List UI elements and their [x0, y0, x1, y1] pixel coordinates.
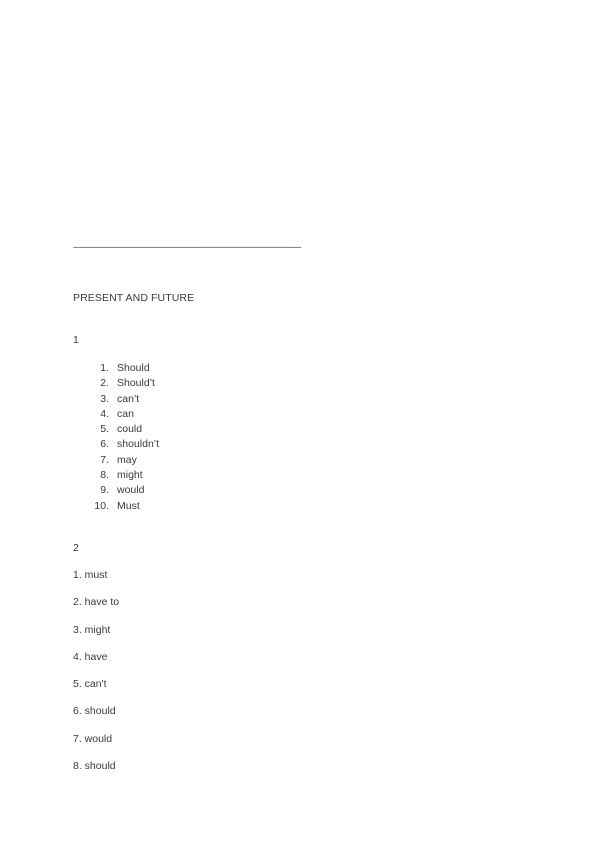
list-item-text: might — [117, 469, 143, 482]
list-item: 3. might — [73, 623, 111, 636]
list-item: 8. should — [73, 760, 116, 773]
list-item-text: would — [117, 484, 145, 497]
list-item-text: Should — [117, 362, 150, 374]
list-item: 2. have to — [73, 596, 120, 609]
section-2-list — [73, 569, 119, 787]
list-item — [84, 361, 159, 376]
list-item-number: 2. — [100, 377, 109, 390]
list-item-number: 4. — [100, 407, 109, 420]
list-item-text: may — [117, 453, 137, 466]
list-item — [84, 468, 159, 483]
list-item — [84, 376, 159, 391]
list-item: 1. must — [73, 569, 108, 581]
list-item: 4. have — [73, 650, 108, 663]
list-item — [84, 422, 159, 437]
list-item-number: 1. — [100, 362, 109, 374]
list-item-text: can — [117, 407, 134, 420]
list-item-text: Should’t — [117, 377, 155, 390]
list-item — [84, 392, 159, 407]
list-item-number: 10. — [94, 499, 109, 512]
list-item-text: shouldn’t — [117, 438, 160, 451]
section-1-number: 1 — [73, 334, 79, 346]
list-item: 6. should — [73, 705, 116, 718]
list-item-text: could — [117, 423, 143, 436]
list-item-text: can’t — [117, 392, 140, 405]
list-item-number: 9. — [100, 484, 109, 497]
list-item — [84, 483, 159, 498]
list-item — [84, 499, 159, 514]
list-item-text: Must — [117, 499, 140, 512]
list-item-number: 6. — [100, 438, 109, 451]
list-item-number: 5. — [100, 423, 109, 436]
list-item — [84, 437, 159, 452]
list-item: 7. would — [73, 732, 113, 745]
section-2-number: 2 — [73, 542, 79, 554]
section-1-list — [84, 361, 159, 514]
list-item-number: 3. — [100, 392, 109, 405]
list-item-number: 7. — [100, 453, 109, 466]
list-item — [84, 453, 159, 468]
list-item-number: 8. — [100, 469, 109, 482]
document-title: PRESENT AND FUTURE — [73, 292, 195, 304]
list-item: 5. can't — [73, 678, 107, 691]
list-item — [84, 407, 159, 422]
separator-line: ------------------------------------------------------------------------------------------------------------------ — [73, 242, 301, 252]
